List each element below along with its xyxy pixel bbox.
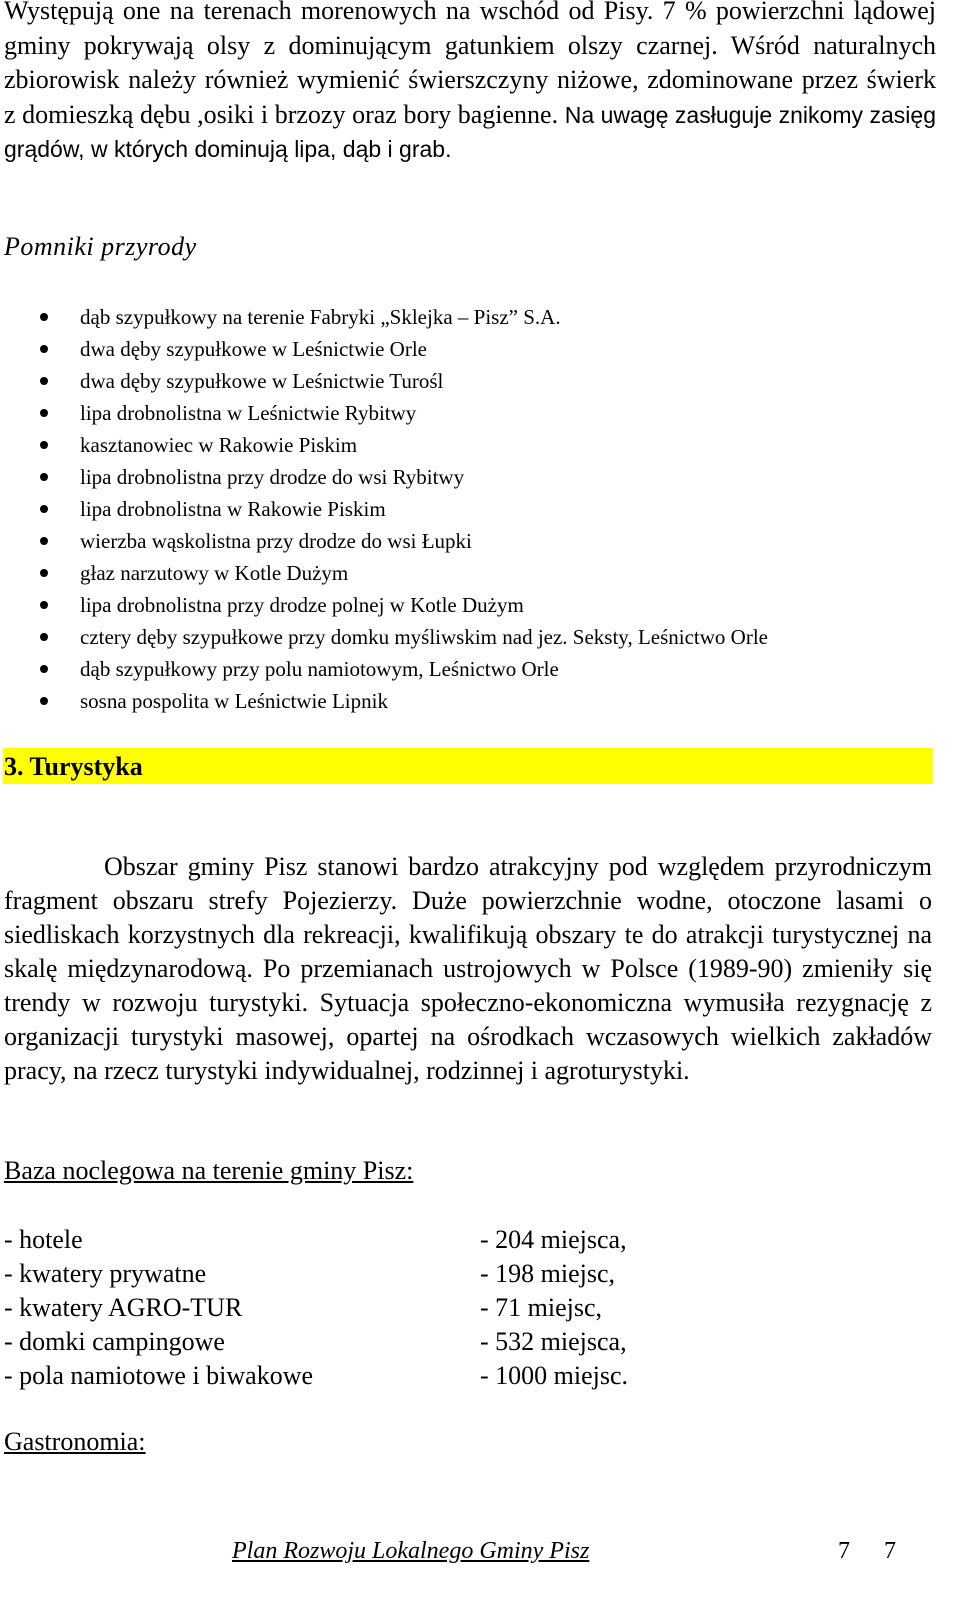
list-item <box>40 653 768 685</box>
nature-monuments-list <box>40 301 768 717</box>
lodging-heading: Baza noclegowa na terenie gminy Pisz: <box>4 1156 414 1185</box>
gastronomy-heading: Gastronomia: <box>4 1427 146 1456</box>
lodging-type: - pola namiotowe i biwakowe <box>4 1361 314 1390</box>
nature-monuments-heading: Pomniki przyrody <box>4 232 197 261</box>
bullet-icon <box>40 409 48 417</box>
intro-text-part1: Występują one na terenach morenowych na wschód od Pisy. 7 % powierzchni lądowej gminy pokrywają olsy z dominującym gatunkiem olszy czarnej. Wśród naturalnych zbiorowisk należy również wymienić świerszczyny niżowe, zdominowane przez świerk z domieszką dębu ,osiki i brzozy oraz bory bagienne. <box>4 0 936 129</box>
bullet-icon <box>40 313 48 321</box>
list-item-text: lipa drobnolistna przy drodze polnej w Kotle Dużym <box>80 593 524 617</box>
lodging-row <box>4 1257 704 1291</box>
bullet-icon <box>40 665 48 673</box>
list-item <box>40 429 768 461</box>
list-item <box>40 461 768 493</box>
footer-title: Plan Rozwoju Lokalnego Gminy Pisz <box>232 1538 590 1564</box>
list-item <box>40 301 768 333</box>
lodging-capacity: - 198 miejsc, <box>480 1259 616 1288</box>
list-item <box>40 557 768 589</box>
lodging-type: - hotele <box>4 1225 83 1254</box>
list-item-text: cztery dęby szypułkowe przy domku myśliwskim nad jez. Seksty, Leśnictwo Orle <box>80 625 768 649</box>
lodging-capacity: - 1000 miejsc. <box>480 1361 629 1390</box>
lodging-row <box>4 1359 704 1393</box>
page-number: 7 <box>884 1538 896 1564</box>
section-heading: 3. Turystyka <box>4 752 143 781</box>
list-item <box>40 493 768 525</box>
list-item-text: wierzba wąskolistna przy drodze do wsi Łupki <box>80 529 472 553</box>
list-item-text: kasztanowiec w Rakowie Piskim <box>80 433 358 457</box>
bullet-icon <box>40 473 48 481</box>
list-item <box>40 685 768 717</box>
bullet-icon <box>40 697 48 705</box>
bullet-icon <box>40 633 48 641</box>
list-item-text: głaz narzutowy w Kotle Dużym <box>80 561 349 585</box>
bullet-icon <box>40 569 48 577</box>
list-item-text: dwa dęby szypułkowe w Leśnictwie Orle <box>80 337 427 361</box>
list-item <box>40 333 768 365</box>
list-item-text: dąb szypułkowy przy polu namiotowym, Leśnictwo Orle <box>80 657 559 681</box>
list-item-text: sosna pospolita w Leśnictwie Lipnik <box>80 689 388 713</box>
lodging-type: - kwatery prywatne <box>4 1259 207 1288</box>
lodging-capacity: - 204 miejsca, <box>480 1225 627 1254</box>
intro-paragraph <box>4 0 936 167</box>
lodging-row <box>4 1223 704 1257</box>
bullet-icon <box>40 377 48 385</box>
bullet-icon <box>40 537 48 545</box>
list-item-text: dąb szypułkowy na terenie Fabryki „Sklejka – Pisz” S.A. <box>80 305 561 329</box>
lodging-type: - domki campingowe <box>4 1327 225 1356</box>
list-item <box>40 621 768 653</box>
lodging-list <box>4 1223 704 1393</box>
lodging-type: - kwatery AGRO-TUR <box>4 1293 243 1322</box>
tourism-paragraph: Obszar gminy Pisz stanowi bardzo atrakcyjny pod względem przyrodniczym fragment obszaru strefy Pojezierzy. Duże powierzchnie wodne, otoczone lasami o siedliskach korzystnych dla rekreacji, kwalifikują obszary te do atrakcji turystycznej na skalę międzynarodową. Po przemianach ustrojowych w Polsce (1989-90) zmieniły się trendy w rozwoju turystyki. Sytuacja społeczno-ekonomiczna wymusiła rezygnację z organizacji turystyki masowej, opartej na ośrodkach wczasowych wielkich zakładów pracy, na rzecz turystyki indywidualnej, rodzinnej i agroturystyki. <box>4 852 932 1085</box>
intro-text-part2: Na uwagę zasługuje znikomy zasięg grądów, w których dominują lipa, dąb i grab. <box>4 101 936 162</box>
list-item <box>40 589 768 621</box>
list-item-text: dwa dęby szypułkowe w Leśnictwie Turośl <box>80 369 444 393</box>
list-item <box>40 365 768 397</box>
lodging-capacity: - 71 miejsc, <box>480 1293 603 1322</box>
lodging-capacity: - 532 miejsca, <box>480 1327 627 1356</box>
list-item-text: lipa drobnolistna w Leśnictwie Rybitwy <box>80 401 417 425</box>
bullet-icon <box>40 601 48 609</box>
page-number: 7 <box>838 1538 850 1564</box>
bullet-icon <box>40 345 48 353</box>
list-item-text: lipa drobnolistna przy drodze do wsi Rybitwy <box>80 465 465 489</box>
list-item <box>40 525 768 557</box>
lodging-row <box>4 1291 704 1325</box>
lodging-row <box>4 1325 704 1359</box>
bullet-icon <box>40 441 48 449</box>
bullet-icon <box>40 505 48 513</box>
list-item-text: lipa drobnolistna w Rakowie Piskim <box>80 497 386 521</box>
list-item <box>40 397 768 429</box>
